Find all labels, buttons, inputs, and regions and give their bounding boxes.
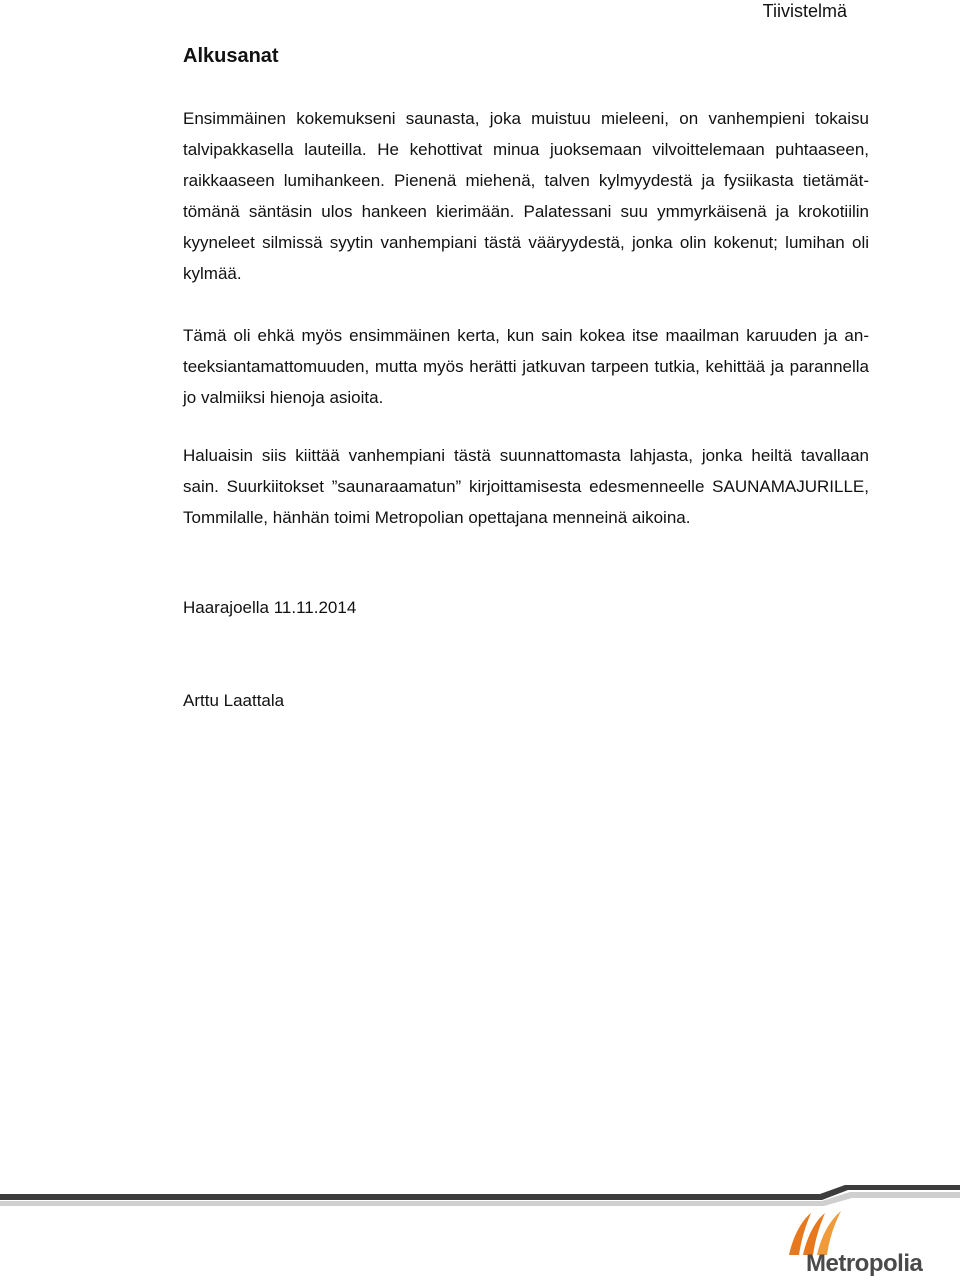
paragraph-3: Haluaisin siis kiittää vanhempiani tästä suunnattomasta lahjasta, jonka heiltä tavallaan sain. Suurkiitokset ”saunaraamatun” kirjoittamisesta edesmenneelle SAUNAMAJURILLE, Tommilalle, hänhän toimi Metropolian opettajana menneinä aikoina. bbox=[183, 446, 869, 527]
page-title: Alkusanat bbox=[183, 45, 279, 67]
paragraph-1: Ensimmäinen kokemukseni saunasta, joka muistuu mieleeni, on vanhempieni tokaisu talvipakkasella lauteilla. He kehottivat minua juoksemaan vilvoittelemaan puhtaaseen, raikkaaseen lumihankeen. Pienenä miehenä, talven kylmyydestä ja fysiikasta tietämättömänä säntäsin ulos hankeen kierimään. Palatessani suu ymmyrkäisenä ja krokotiilin kyyneleet silmissä syytin vanhempiani tästä vääryydestä, jonka olin kokenut; lumihan oli kylmää. bbox=[183, 109, 869, 283]
paragraph-2: Tämä oli ehkä myös ensimmäinen kerta, kun sain kokea itse maailman karuuden ja anteeksiantamattomuuden, mutta myös herätti jatkuvan tarpeen tutkia, kehittää ja parannella jo valmiiksi hienoja asioita. bbox=[183, 326, 869, 407]
author-name: Arttu Laattala bbox=[183, 691, 285, 710]
footer-band bbox=[0, 1176, 960, 1206]
running-header: Tiivistelmä bbox=[762, 1, 847, 21]
place-date: Haarajoella 11.11.2014 bbox=[183, 598, 357, 617]
logo-text: Metropolia bbox=[806, 1250, 923, 1277]
